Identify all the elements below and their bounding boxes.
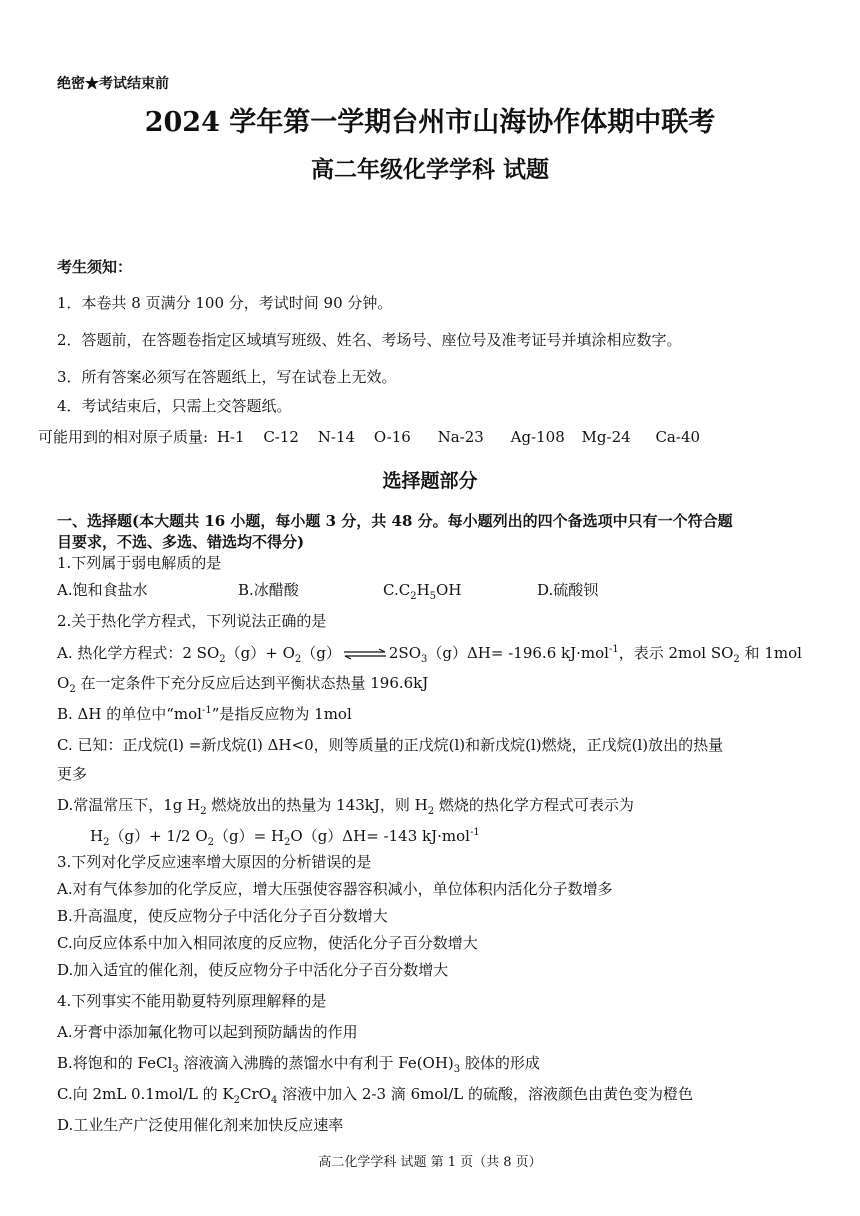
exam-subtitle: 高二年级化学学科 试题 <box>310 156 549 183</box>
q2-stem: 2.关于热化学方程式，下列说法正确的是 <box>57 612 327 630</box>
q2-option-b: B. ΔH 的单位中“mol$^{-1}$”是指反应物为 1mol <box>57 705 352 723</box>
confidential-mark: 绝密★考试结束前 <box>57 76 169 92</box>
q3-option-c: C.向反应体系中加入相同浓度的反应物，使活化分子百分数增大 <box>57 934 478 952</box>
q2-option-a-line1: A. 热化学方程式：2 $SO_2(g)+ O_2(g)$ $2SO_3(g)\Delta H= -196.6$ kJ·mol$^{-1}$，表示 2mol $SO_2$ 和 1mol <box>57 644 802 665</box>
q4-option-d: D.工业生产广泛使用催化剂来加快反应速率 <box>57 1116 344 1134</box>
atomic-mass-line <box>38 427 700 447</box>
section-title: 选择题部分 <box>382 470 478 492</box>
q4-option-c: C.向 2mL 0.1mol/L 的 $K_2CrO_4$ 溶液中加入 2-3 滴 6mol/L 的硫酸，溶液颜色由黄色变为橙色 <box>57 1085 693 1106</box>
atomic-mass-o: O-16 <box>373 428 411 446</box>
notice-item-3: 3．所有答案必须写在答题纸上，写在试卷上无效。 <box>57 368 397 386</box>
atomic-mass-c: C-12 <box>263 428 299 446</box>
q1-option-a: A.饱和食盐水 <box>57 581 148 599</box>
q4-stem: 4.下列事实不能用勒夏特列原理解释的是 <box>57 992 327 1010</box>
page-footer: 高二化学学科 试题 第 1 页（共 8 页） <box>318 1155 542 1170</box>
q3-option-a: A.对有气体参加的化学反应，增大压强使容器容积减小，单位体积内活化分子数增多 <box>57 880 613 898</box>
q2-option-c-line2: 更多 <box>57 765 88 783</box>
atomic-mass-ca: Ca-40 <box>655 428 701 446</box>
q2-option-c-line1: C. 已知：正戊烷(l) =新戊烷(l) ΔH<0，则等质量的正戊烷(l)和新戊烷(l)燃烧，正戊烷(l)放出的热量 <box>57 736 724 754</box>
q4-option-a: A.牙膏中添加氟化物可以起到预防龋齿的作用 <box>57 1023 358 1041</box>
q1-option-c: $C.C_2H_5OH$ <box>383 581 462 602</box>
atomic-mass-ag: Ag-108 <box>510 428 565 446</box>
q4-option-b: B.将饱和的 FeCl$_3$ 溶液滴入沸腾的蒸馏水中有利于 $Fe(OH)_3$ 胶体的形成 <box>57 1054 540 1075</box>
notice-heading: 考生须知： <box>57 258 133 276</box>
notice-item-1: 1．本卷共 8 页满分 100 分，考试时间 90 分钟。 <box>57 294 393 312</box>
q2-option-a-line2: $O_2$ 在一定条件下充分反应后达到平衡状态热量 196.6kJ <box>57 674 429 695</box>
section-instruction-line2: 目要求，不选、多选、错选均不得分) <box>57 533 305 551</box>
exam-title: 2024 学年第一学期台州市山海协作体期中联考 <box>144 107 716 138</box>
q2-option-d-line2: $H_2(g)+ 1/2$ $O_2(g)= H_2O(g)\Delta H= -143$ kJ·mol$^{-1}$ <box>90 827 480 848</box>
notice-item-2: 2．答题前，在答题卷指定区域填写班级、姓名、考场号、座位号及准考证号并填涂相应数字。 <box>57 331 682 349</box>
atomic-mass-mg: Mg-24 <box>581 428 631 446</box>
section-instruction-line1: 一、选择题(本大题共 16 小题，每小题 3 分，共 48 分。每小题列出的四个备选项中只有一个符合题 <box>57 512 733 530</box>
equilibrium-arrow-icon <box>343 648 387 660</box>
q3-option-b: B.升高温度，使反应物分子中活化分子百分数增大 <box>57 907 388 925</box>
q3-option-d: D.加入适宜的催化剂，使反应物分子中活化分子百分数增大 <box>57 961 449 979</box>
q3-stem: 3.下列对化学反应速率增大原因的分析错误的是 <box>57 853 372 871</box>
atomic-mass-label: 可能用到的相对原子质量: <box>38 428 209 446</box>
atomic-mass-na: Na-23 <box>437 428 484 446</box>
q1-option-b: B.冰醋酸 <box>238 581 299 599</box>
q1-option-d: D.硫酸钡 <box>537 581 599 599</box>
q1-stem: 1.下列属于弱电解质的是 <box>57 554 222 572</box>
q2-option-d-line1: D.常温常压下，1g $H_2$ 燃烧放出的热量为 143kJ，则 $H_2$ 燃烧的热化学方程式可表示为 <box>57 796 634 817</box>
atomic-mass-n: N-14 <box>317 428 356 446</box>
atomic-mass-h: H-1 <box>216 428 245 446</box>
notice-item-4: 4．考试结束后，只需上交答题纸。 <box>57 397 292 415</box>
